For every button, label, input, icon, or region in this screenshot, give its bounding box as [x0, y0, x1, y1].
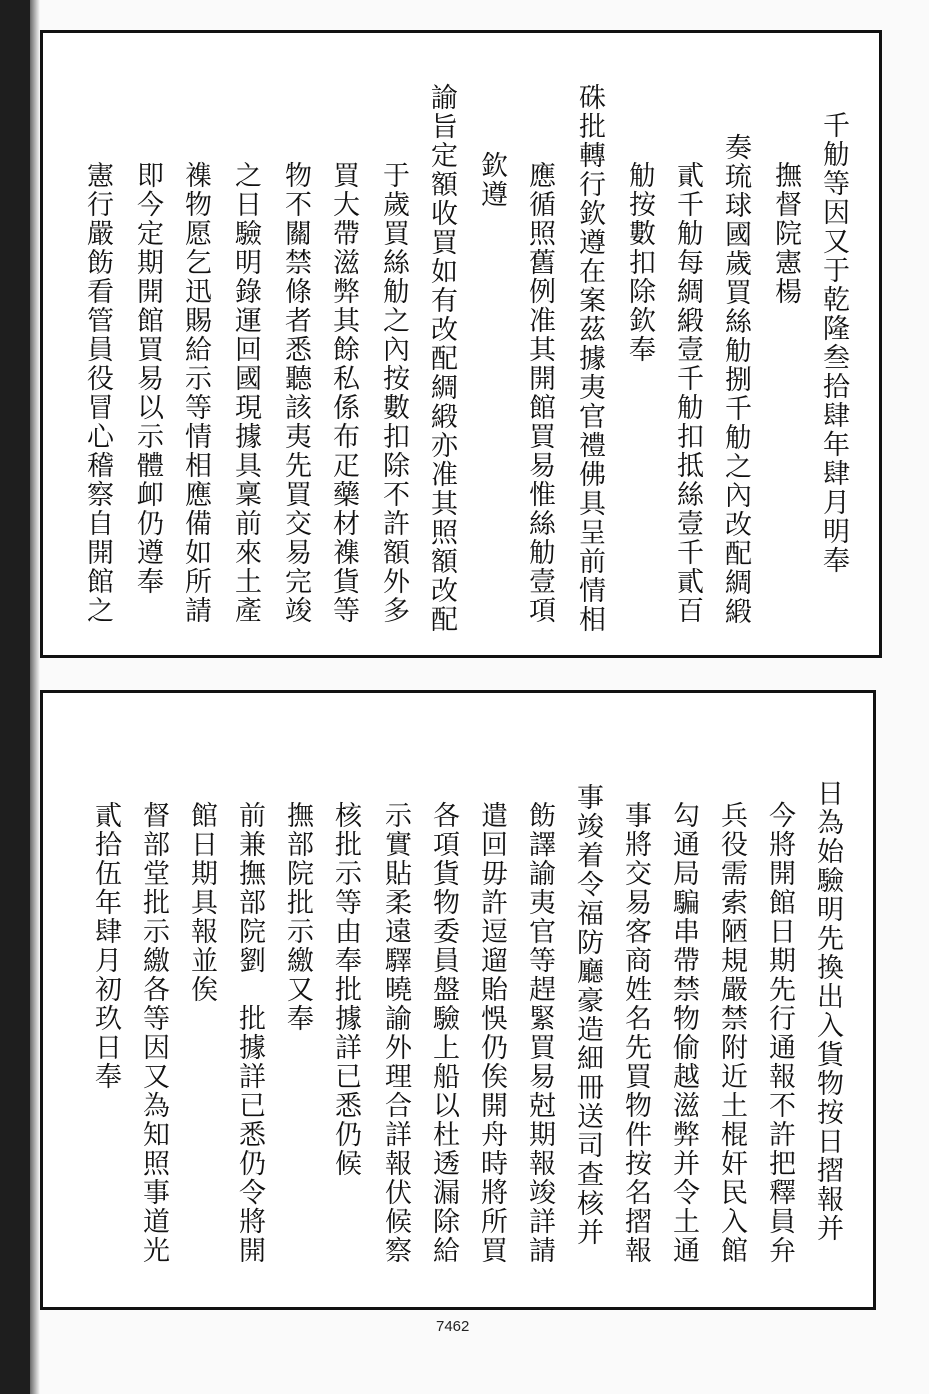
text-column: 貳拾伍年肆月初玖日奉 — [90, 801, 121, 1091]
text-column: 兵役需索陋規嚴禁附近土棍奸民入館 — [716, 801, 747, 1265]
text-column: 千觔等因又于乾隆叁拾肆年肆月明奉 — [818, 111, 849, 575]
text-column: 勾通局騙串帶禁物偷越滋弊并令土通 — [668, 801, 699, 1265]
text-column: 館日期具報並俟 — [186, 801, 217, 1004]
text-column: 飭譯諭夷官等趕緊買易尅期報竣詳請 — [524, 801, 555, 1265]
bottom-text-panel — [40, 690, 876, 1310]
text-column: 督部堂批示繳各等因又為知照事道光 — [138, 801, 169, 1265]
text-column: 襍物愿乞迅賜給示等情相應備如所請 — [180, 161, 211, 625]
text-column: 前兼撫部院劉 批據詳已悉仍令將開 — [234, 801, 265, 1265]
top-text-panel — [40, 30, 882, 658]
gutter-shadow — [30, 0, 40, 1394]
text-column: 日為始驗明先換出入貨物按日摺報并 — [812, 779, 843, 1243]
text-column: 憲行嚴飭看管員役冒心稽察自開館之 — [82, 161, 113, 625]
text-column: 于歲買絲觔之內按數扣除不許額外多 — [378, 161, 409, 625]
text-column: 即今定期開館買易以示體卹仍遵奉 — [132, 161, 163, 596]
text-column: 各項貨物委員盤驗上船以杜透漏除給 — [428, 801, 459, 1265]
text-column: 奏琉球國歲買絲觔捌千觔之內改配綢緞 — [720, 133, 751, 626]
text-column: 撫督院憲楊 — [770, 161, 801, 306]
text-column: 事將交易客商姓名先買物件按名摺報 — [620, 801, 651, 1265]
text-column: 觔按數扣除欽奉 — [624, 161, 655, 364]
text-column: 今將開館日期先行通報不許把釋員弁 — [764, 801, 795, 1265]
text-column: 撫部院批示繳又奉 — [282, 801, 313, 1033]
text-column: 應循照舊例准其開館買易惟絲觔壹項 — [524, 161, 555, 625]
text-column: 事竣着令福防廳豪造細冊送司查核并 — [572, 783, 603, 1247]
text-column: 物不關禁條者悉聽該夷先買交易完竣 — [280, 161, 311, 625]
text-column: 欽遵 — [476, 151, 507, 209]
book-gutter — [0, 0, 30, 1394]
text-column: 示實貼柔遠驛曉諭外理合詳報伏候察 — [380, 801, 411, 1265]
text-column: 諭旨定額收買如有改配綢緞亦准其照額改配 — [426, 83, 457, 634]
text-column: 遣回毋許逗遛貽悞仍俟開舟時將所買 — [476, 801, 507, 1265]
text-column: 核批示等由奉批據詳已悉仍候 — [330, 801, 361, 1178]
text-column: 貳千觔每綢緞壹千觔扣抵絲壹千貳百 — [672, 161, 703, 625]
text-column: 之日驗明錄運回國現據具稟前來土產 — [230, 161, 261, 625]
page-number: 7462 — [436, 1318, 470, 1335]
text-column: 買大帶滋弊其餘私係布疋藥材襍貨等 — [328, 161, 359, 625]
text-column: 硃批轉行欽遵在案茲據夷官禮佛具呈前情相 — [574, 83, 605, 634]
